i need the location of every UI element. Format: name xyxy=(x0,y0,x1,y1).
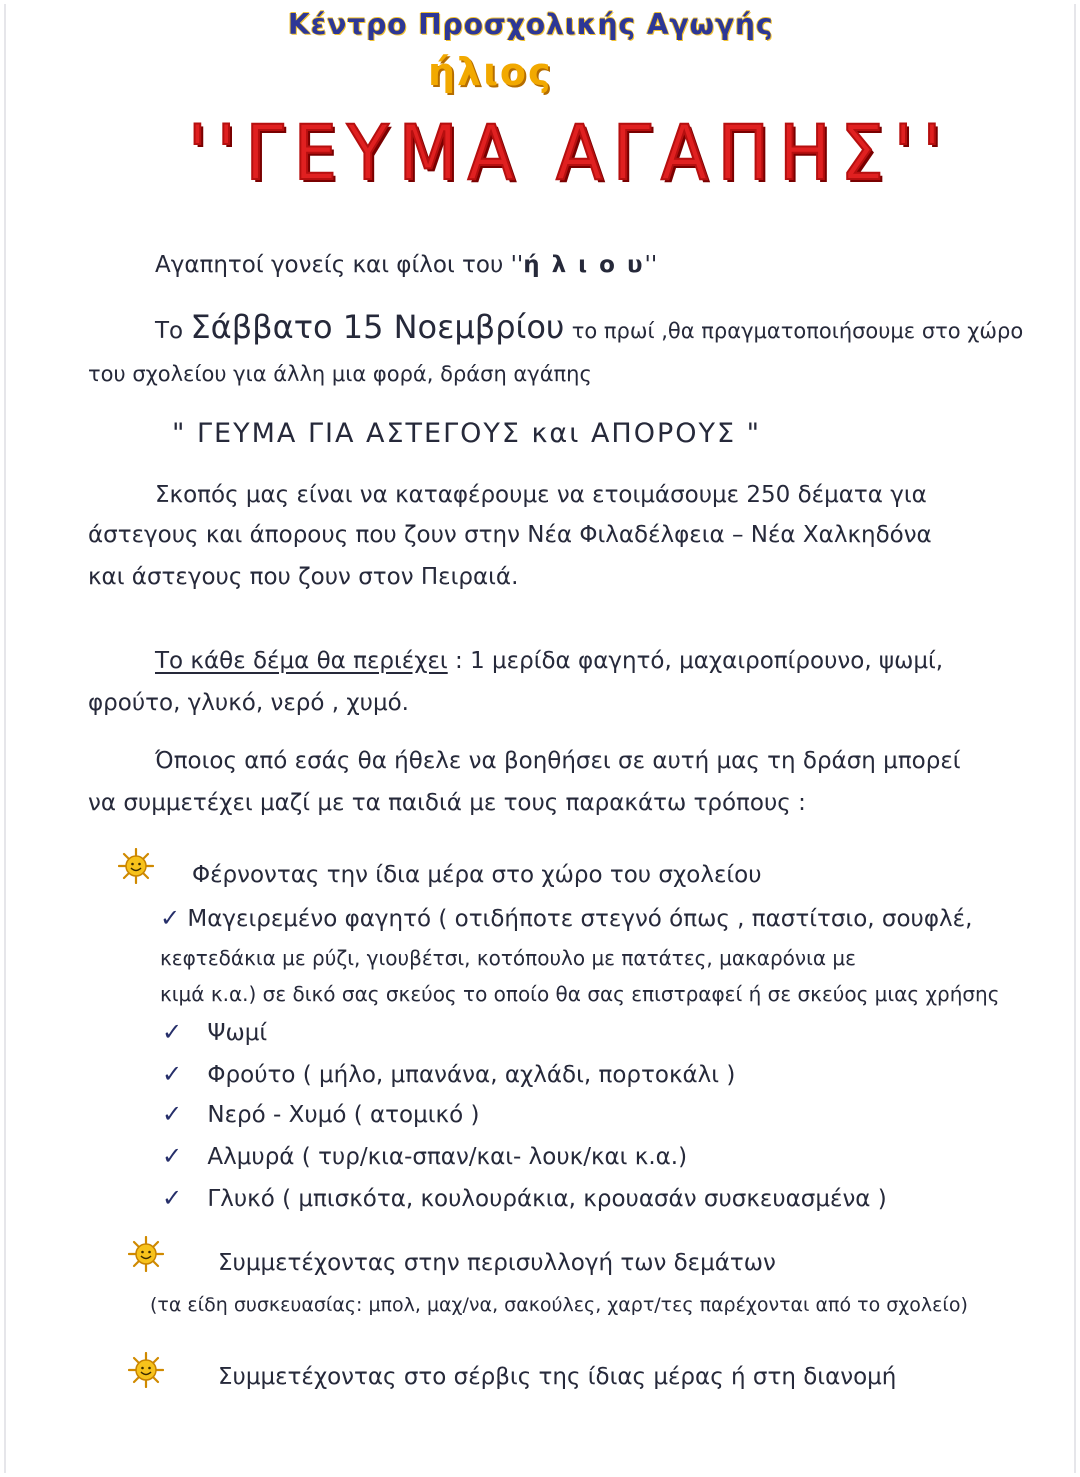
fruit: Φρούτο ( μήλο, μπανάνα, αχλάδι, πορτοκάλι ) xyxy=(207,1062,736,1088)
cooked-line1: Μαγειρεμένο φαγητό ( οτιδήποτε στεγνό όπως , παστίτσιο, σουφλέ, xyxy=(187,906,973,932)
package-line1 xyxy=(155,648,943,674)
check-icon: ✓ xyxy=(162,1100,183,1128)
check-water xyxy=(162,1100,479,1128)
greeting-suffix: '' xyxy=(644,252,658,278)
help-line1: Όποιος από εσάς θα ήθελε να βοηθήσει σε αυτή μας τη δράση μπορεί xyxy=(155,748,961,774)
bread: Ψωμί xyxy=(207,1020,268,1046)
greeting-name: ή λ ι ο υ xyxy=(523,252,645,278)
event-date: Σάββατο 15 Νοεμβρίου xyxy=(190,308,565,346)
check-cooked xyxy=(160,904,972,932)
option3-text: Συμμετέχοντας στο σέρβις της ίδιας μέρας ή στη διανομή xyxy=(218,1364,897,1390)
package-rest: : 1 μερίδα φαγητό, μαχαιροπίρουνο, ψωμί, xyxy=(455,648,944,674)
logo-text: ήλιος xyxy=(428,50,553,94)
sun-icon xyxy=(118,848,154,884)
page-title: ''ΓΕΥΜΑ ΑΓΑΠΗΣ'' xyxy=(188,108,952,197)
package-line2: φρούτο, γλυκό, νερό , χυμό. xyxy=(88,690,409,716)
announcement-line1 xyxy=(155,308,1023,346)
goal-line3: και άστεγους που ζουν στον Πειραιά. xyxy=(88,564,519,590)
option2-text: Συμμετέχοντας στην περισυλλογή των δεμάτων xyxy=(218,1250,776,1276)
sweet: Γλυκό ( μπισκότα, κουλουράκια, κρουασάν συσκευασμένα ) xyxy=(207,1186,887,1212)
check-icon: ✓ xyxy=(162,1184,183,1212)
check-sweet xyxy=(162,1184,887,1212)
cooked-line2: κεφτεδάκια με ρύζι, γιουβέτσι, κοτόπουλο με πατάτες, μακαρόνια με xyxy=(160,946,856,970)
water: Νερό - Χυμό ( ατομικό ) xyxy=(207,1102,480,1128)
savory: Αλμυρά ( τυρ/κια-σπαν/και- λουκ/και κ.α.) xyxy=(207,1144,688,1170)
announcement-rest: το πρωί ,θα πραγματοποιήσουμε στο χώρο xyxy=(571,319,1024,343)
check-bread xyxy=(162,1018,267,1046)
center-name: Κέντρο Προσχολικής Αγωγής xyxy=(288,8,774,41)
goal-line1: Σκοπός μας είναι να καταφέρουμε να ετοιμάσουμε 250 δέματα για xyxy=(155,482,927,508)
help-line2: να συμμετέχει μαζί με τα παιδιά με τους παρακάτω τρόπους : xyxy=(88,790,806,816)
sun-icon xyxy=(128,1352,164,1388)
greeting-prefix: Αγαπητοί γονείς και φίλοι του '' xyxy=(155,252,524,278)
check-icon: ✓ xyxy=(162,1142,183,1170)
subtitle: " ΓΕΥΜΑ ΓΙΑ ΑΣΤΕΓΟΥΣ και ΑΠΟΡΟΥΣ " xyxy=(172,418,762,449)
check-icon: ✓ xyxy=(162,1018,183,1046)
option1-text: Φέρνοντας την ίδια μέρα στο χώρο του σχολείου xyxy=(192,862,762,888)
goal-line2: άστεγους και άπορους που ζουν στην Νέα Φιλαδέλφεια – Νέα Χαλκηδόνα xyxy=(88,522,932,548)
greeting xyxy=(155,252,657,278)
logo xyxy=(428,50,553,98)
check-savory xyxy=(162,1142,687,1170)
check-icon: ✓ xyxy=(160,904,181,932)
option2-note: (τα είδη συσκευασίας: μπολ, μαχ/να, σακούλες, χαρτ/τες παρέχονται από το σχολείο) xyxy=(150,1294,968,1316)
announcement-to: Το xyxy=(155,318,184,344)
announcement-line2: του σχολείου για άλλη μια φορά, δράση αγάπης xyxy=(88,362,592,386)
check-fruit xyxy=(162,1060,735,1088)
check-icon: ✓ xyxy=(162,1060,183,1088)
sun-icon xyxy=(128,1236,164,1272)
package-label: Το κάθε δέμα θα περιέχει xyxy=(155,648,448,674)
cooked-line3: κιμά κ.α.) σε δικό σας σκεύος το οποίο θα σας επιστραφεί ή σε σκεύος μιας χρήσης xyxy=(160,982,1000,1006)
